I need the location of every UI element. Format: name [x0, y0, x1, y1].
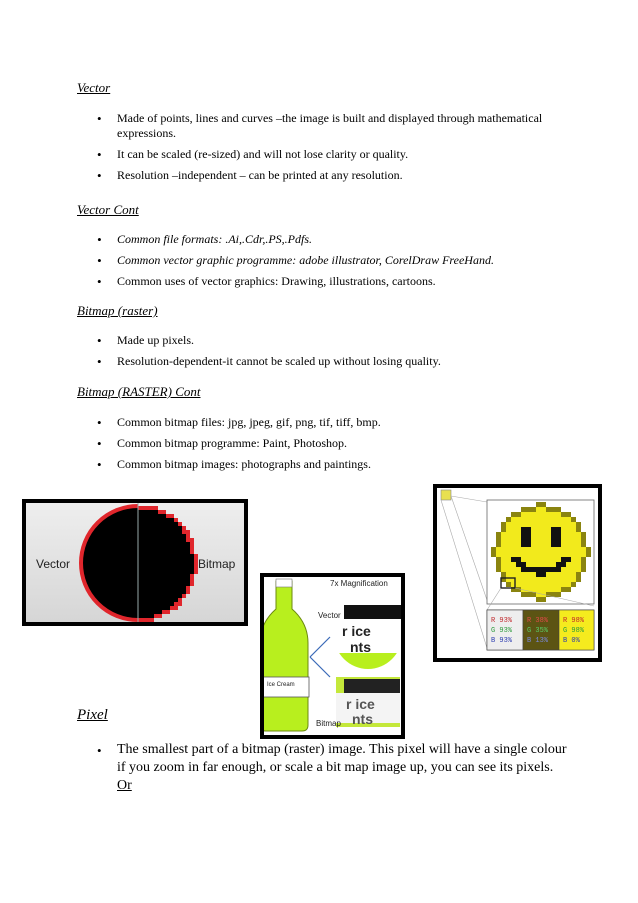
list-item: • Common file formats: .Ai,.Cdr,.PS,.Pdfs. [77, 232, 577, 247]
list-item: • Common uses of vector graphics: Drawing, illustrations, cartoons. [77, 274, 577, 289]
list-bitmap [77, 333, 577, 375]
heading-bitmap: Bitmap (raster) [77, 303, 158, 318]
zoom-text-bitmap: r ice [346, 696, 375, 712]
list-bitmap-cont [77, 415, 577, 478]
bottle-graphic [264, 577, 401, 735]
rgb-value: B 0% [563, 637, 580, 645]
rgb-value: G 93% [491, 627, 513, 635]
list-item: • Made up pixels. [77, 333, 577, 348]
list-item: • Common bitmap programme: Paint, Photoshop. [77, 436, 577, 451]
list-item: • Made of points, lines and curves –the image is built and displayed through mathematical expressions. [77, 111, 577, 141]
heading-pixel: Pixel [77, 707, 108, 723]
rgb-column-3 [563, 616, 584, 646]
rgb-value: B 93% [491, 637, 513, 645]
zoom-text-vector: r ice [342, 623, 371, 639]
pixel-definition: The smallest part of a bitmap (raster) image. This pixel will have a single colour if you zoom in far enough, or scale a bit map image up, you can see its pixels. [117, 742, 567, 775]
list-pixel [77, 741, 567, 795]
rgb-column-2 [527, 616, 548, 646]
or-text: Or [117, 778, 132, 793]
bottle-text: Ice Cream [267, 682, 295, 688]
rgb-value: R 98% [563, 617, 585, 625]
list-item: • Resolution –independent – can be printed at any resolution. [77, 168, 577, 183]
rgb-value: G 98% [563, 627, 585, 635]
list-item: • Common bitmap images: photographs and paintings. [77, 457, 577, 472]
rgb-column-1 [491, 616, 512, 646]
list-item: • Resolution-dependent-it cannot be scaled up without losing quality. [77, 354, 577, 369]
heading-vector: Vector [77, 80, 111, 95]
magnification-label: 7x Magnification [330, 579, 388, 588]
heading-bitmap-cont: Bitmap (RASTER) Cont [77, 384, 201, 399]
vector-label: Vector [36, 557, 71, 571]
zoom-text-vector-2: nts [350, 639, 371, 655]
rgb-value: R 93% [491, 617, 513, 625]
list-item: • Common vector graphic programme: adobe illustrator, CorelDraw FreeHand. [77, 253, 577, 268]
rgb-value: R 38% [527, 617, 549, 625]
vector-bitmap-circle-image [22, 499, 248, 626]
rgb-value: G 35% [527, 627, 549, 635]
bottle-bitmap-label: Bitmap [316, 719, 341, 728]
list-vector [77, 111, 577, 189]
zoom-text-bitmap-2: nts [352, 711, 373, 727]
list-item: • It can be scaled (re-sized) and will not lose clarity or quality. [77, 147, 577, 162]
list-item: • Common bitmap files: jpg, jpeg, gif, png, tif, tiff, bmp. [77, 415, 577, 430]
heading-vector-cont: Vector Cont [77, 202, 139, 217]
list-item [77, 741, 567, 795]
bitmap-label: Bitmap [198, 557, 236, 571]
bottle-magnification-image [260, 573, 405, 739]
rgb-value: B 13% [527, 637, 549, 645]
bottle-vector-label: Vector [318, 611, 341, 620]
list-vector-cont [77, 232, 577, 295]
pixel-smiley-image [433, 484, 602, 662]
